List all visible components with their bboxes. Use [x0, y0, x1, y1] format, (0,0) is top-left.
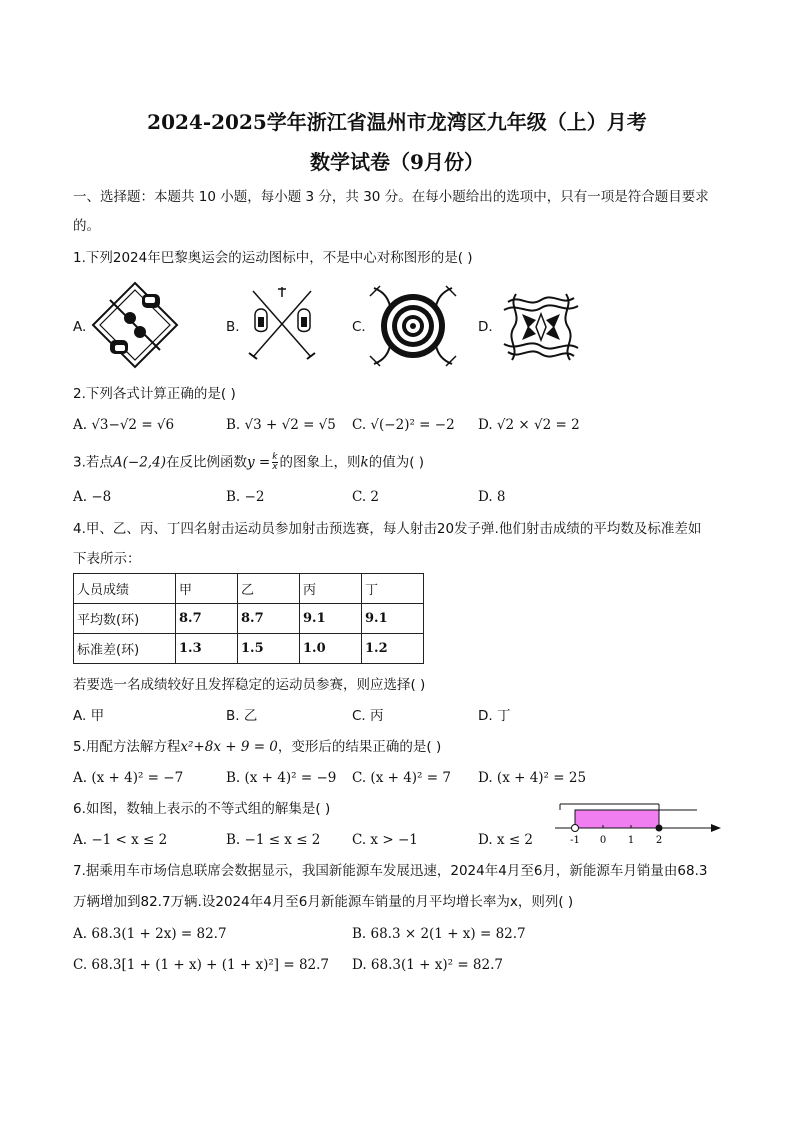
q3-stem-part3: 的图象上，则 [279, 454, 361, 471]
q3-stem-part2: 在反比例函数 [165, 454, 247, 471]
table-cell: 1.2 [362, 634, 424, 664]
q3-point: A(−2,4) [112, 454, 166, 471]
page-subtitle: 数学试卷（9月份） [310, 150, 484, 174]
q7-option-d: D. 68.3(1 + x)² = 82.7 [352, 957, 503, 973]
q4-option-c: C. 丙 [352, 708, 384, 724]
q3-option-d: D. 8 [478, 489, 506, 505]
q6-option-b: B. −1 ≤ x ≤ 2 [226, 832, 321, 848]
q2-option-b: B. √3 + √2 = √5 [226, 417, 336, 433]
table-header-cell: 甲 [176, 574, 238, 604]
q4-stem-line2: 下表所示： [73, 551, 141, 567]
q6-option-a: A. −1 < x ≤ 2 [73, 832, 168, 848]
q5-stem-part1: 5.用配方法解方程 [73, 739, 181, 755]
q2-option-c: C. √(−2)² = −2 [352, 417, 455, 433]
table-header-row [74, 574, 424, 604]
table-cell: 平均数(环) [74, 604, 176, 634]
q4-stem-line1: 4.甲、乙、丙、丁四名射击运动员参加射击预选赛，每人射击20发子弹.他们射击成绩的平均数及标准差如 [73, 521, 702, 537]
q7-stem-line2: 万辆增加到82.7万辆.设2024年4月至6月新能源车销量的月平均增长率为x，则列( ) [73, 894, 574, 910]
q5-stem-part2: ，变形后的结果正确的是( ) [277, 739, 442, 755]
axis-arrow-icon [711, 824, 721, 832]
closed-endpoint [656, 825, 663, 832]
table-header-cell: 乙 [238, 574, 300, 604]
q4-followup: 若要选一名成绩较好且发挥稳定的运动员参赛，则应选择( ) [73, 677, 426, 693]
table-cell: 标准差(环) [74, 634, 176, 664]
section-intro-line1: 一、选择题：本题共 10 小题，每小题 3 分，共 30 分。在每小题给出的选项中，只有一项是符合题目要求 [73, 189, 709, 205]
q7-option-a: A. 68.3(1 + 2x) = 82.7 [73, 926, 227, 942]
q4-option-a: A. 甲 [73, 708, 105, 724]
score-table [73, 573, 424, 664]
q4-option-b: B. 乙 [226, 708, 258, 724]
table-header-cell: 人员成绩 [74, 574, 176, 604]
table-header-cell: 丁 [362, 574, 424, 604]
q3-option-b: B. −2 [226, 489, 265, 505]
axis-tick-label: 0 [599, 835, 607, 846]
q5-stem [73, 738, 441, 756]
section-intro-line2: 的。 [73, 218, 100, 234]
table-cell: 8.7 [238, 604, 300, 634]
q3-stem-part1: 3.若点 [73, 454, 113, 471]
q2-option-d: D. √2 × √2 = 2 [478, 417, 580, 433]
q7-option-b: B. 68.3 × 2(1 + x) = 82.7 [352, 926, 526, 942]
q3-function-lhs: y = [246, 454, 271, 471]
table-cell: 9.1 [362, 604, 424, 634]
q4-option-d: D. 丁 [478, 708, 511, 724]
q5-equation: x²+8x + 9 = 0 [180, 739, 278, 755]
q2-stem: 2.下列各式计算正确的是( ) [73, 386, 236, 402]
solution-range-fill [575, 810, 659, 828]
q7-option-c: C. 68.3[1 + (1 + x) + (1 + x)²] = 82.7 [73, 957, 330, 973]
number-line-diagram [555, 800, 725, 852]
q5-option-c: C. (x + 4)² = 7 [352, 770, 451, 786]
fencing-icon [245, 283, 320, 363]
q1-option-d-label: D. [478, 319, 493, 335]
table-cell: 8.7 [176, 604, 238, 634]
q5-option-a: A. (x + 4)² = −7 [73, 770, 184, 786]
q6-stem: 6.如图，数轴上表示的不等式组的解集是( ) [73, 801, 331, 817]
q1-option-c-label: C. [352, 319, 366, 335]
table-cell: 1.0 [300, 634, 362, 664]
q3-fraction-numerator: k [272, 452, 278, 462]
table-cell: 1.5 [238, 634, 300, 664]
table-row [74, 634, 424, 664]
q5-option-b: B. (x + 4)² = −9 [226, 770, 337, 786]
archery-target-icon [368, 282, 458, 370]
q3-stem [73, 453, 424, 472]
q1-option-b-label: B. [226, 319, 240, 335]
q3-option-c: C. 2 [352, 489, 380, 505]
q3-fraction [272, 453, 277, 472]
table-cell: 1.3 [176, 634, 238, 664]
q3-variable: k [360, 454, 369, 471]
boxing-icon [90, 280, 180, 370]
q2-option-a: A. √3−√2 = √6 [73, 417, 175, 433]
q3-stem-part4: 的值为( ) [368, 454, 425, 471]
table-header-cell: 丙 [300, 574, 362, 604]
q1-stem: 1.下列2024年巴黎奥运会的运动图标中，不是中心对称图形的是( ) [73, 250, 473, 266]
q3-fraction-denominator: x [272, 462, 278, 472]
axis-tick-label: 1 [627, 835, 635, 846]
table-cell: 9.1 [300, 604, 362, 634]
q3-option-a: A. −8 [73, 489, 112, 505]
axis-tick-label: 2 [655, 835, 663, 846]
table-row [74, 604, 424, 634]
q7-stem-line1: 7.据乘用车市场信息联席会数据显示，我国新能源车发展迅速，2024年4月至6月，新能源车月销量由68.3 [73, 863, 708, 879]
axis-tick-label: -1 [570, 835, 580, 846]
q5-option-d: D. (x + 4)² = 25 [478, 770, 587, 786]
wave-pattern-icon [498, 284, 584, 370]
open-endpoint [572, 825, 579, 832]
q1-option-a-label: A. [73, 319, 87, 335]
q6-option-c: C. x > −1 [352, 832, 418, 848]
page-title: 2024-2025学年浙江省温州市龙湾区九年级（上）月考 [147, 110, 647, 134]
q6-option-d: D. x ≤ 2 [478, 832, 534, 848]
